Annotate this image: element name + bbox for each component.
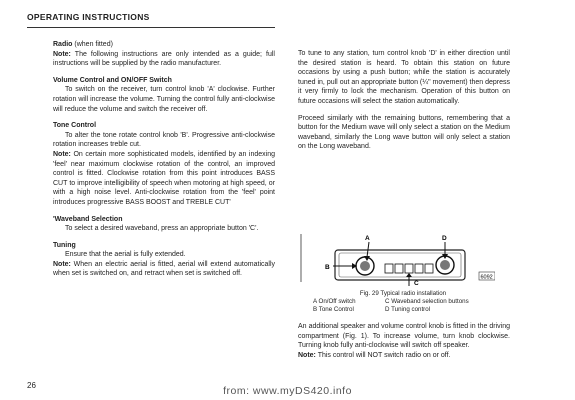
waveband-section bbox=[53, 215, 275, 234]
additional-speaker-block bbox=[298, 322, 510, 360]
tone-heading: Tone Control bbox=[53, 122, 97, 130]
radio-heading: Radio bbox=[53, 41, 73, 48]
radio-installation-diagram bbox=[295, 232, 495, 286]
label-a: A bbox=[365, 235, 370, 242]
source-watermark: from: www.myDS420.info bbox=[223, 385, 352, 397]
tuning-text: Ensure that the aerial is fully extended. bbox=[65, 251, 186, 259]
radio-heading-line bbox=[53, 40, 275, 50]
radio-note bbox=[53, 50, 275, 69]
label-b: B bbox=[325, 264, 330, 271]
tuning-heading: Tuning bbox=[53, 241, 76, 249]
legend-row bbox=[313, 298, 513, 306]
tuning-section bbox=[53, 241, 275, 279]
additional-speaker-text: An additional speaker and volume control knob is fitted in the driving compartment (Fig. 1). To increase volume, turn knob clockwise. Turning knob fully anti-clockwise will switch off speaker. bbox=[298, 323, 510, 350]
waveband-text: To select a desired waveband, press an appropriate button 'C'. bbox=[65, 225, 259, 233]
figure-legend bbox=[313, 298, 513, 313]
speaker-note-label: Note: bbox=[298, 351, 316, 359]
speaker-note bbox=[298, 351, 510, 361]
tone-note-text: On certain more sophisticated models, identified by an indexing 'feel' near maximum clockwise rotation of the control, an improved control is fitted. Clockwise rotation from this point introduces BASS CUT to improve intelligibility of speech when motoring at high speed, or with a high noise level. Anti-clockwise rotation from the 'feel' point introduces progressive BASS BOOST and TREBLE CUT' bbox=[53, 150, 275, 206]
waveband-buttons bbox=[385, 264, 433, 273]
tone-note-label: Note: bbox=[53, 150, 71, 158]
right-column bbox=[298, 49, 510, 152]
radio-section bbox=[53, 40, 275, 69]
tone-text: To alter the tone rotate control knob 'B'. Progressive anti-clockwise rotation increases treble cut. bbox=[53, 131, 275, 149]
legend-row bbox=[313, 306, 513, 314]
label-c: C bbox=[414, 280, 419, 286]
legend-a: A On/Off switch bbox=[313, 298, 356, 305]
legend-b: B Tone Control bbox=[313, 305, 354, 313]
tone-note bbox=[53, 150, 275, 208]
presets-text: Proceed similarly with the remaining buttons, remembering that a button for the Medium wave will only select a station on the Medium waveband, similarly the Long wave button will only select a station on the Long waveband. bbox=[298, 114, 510, 151]
tone-section bbox=[53, 121, 275, 207]
radio-note-text: The following instructions are only intended as a guide; full instructions will be supplied by the radio manufacturer. bbox=[53, 50, 275, 68]
header-rule bbox=[27, 27, 275, 28]
legend-c: C Waveband selection buttons bbox=[385, 298, 469, 305]
tuning-note-label: Note: bbox=[53, 260, 71, 268]
volume-section bbox=[53, 76, 275, 114]
volume-text: To switch on the receiver, turn control knob 'A' clockwise. Further rotation will increase the volume. Turning the control fully anti-clockwise will reduce the volume and switch the receiver off. bbox=[53, 86, 275, 113]
radio-note-label: Note: bbox=[53, 50, 71, 58]
volume-heading: Volume Control and ON/OFF Switch bbox=[53, 76, 172, 84]
waveband-heading: 'Waveband Selection bbox=[53, 215, 123, 223]
left-column bbox=[53, 40, 275, 286]
tuning-note bbox=[53, 260, 275, 279]
radio-heading-suffix: (when fitted) bbox=[72, 41, 113, 48]
label-d: D bbox=[442, 235, 447, 242]
speaker-note-text: This control will NOT switch radio on or off. bbox=[315, 351, 451, 359]
figure-caption: Fig. 29 Typical radio installation bbox=[359, 290, 447, 297]
page-title: OPERATING INSTRUCTIONS bbox=[27, 12, 150, 22]
legend-d: D Tuning control bbox=[385, 305, 431, 313]
figure-ref: 6092 bbox=[480, 274, 493, 281]
page-number: 26 bbox=[27, 381, 36, 390]
tuning-procedure-text: To tune to any station, turn control knob 'D' in either direction until the desired station is heard. To obtain this station on future occasions by using a push button; while the station is accurately tuned in, pull out an appropriate button (¼" movement) then depress it very firmly to lock the mechanism. Operation of this button on future occasions will select the station automatically. bbox=[298, 50, 510, 105]
tuning-note-text: When an electric aerial is fitted, aerial will extend automatically when set is switched on, and retract when set is switched off. bbox=[53, 260, 275, 278]
